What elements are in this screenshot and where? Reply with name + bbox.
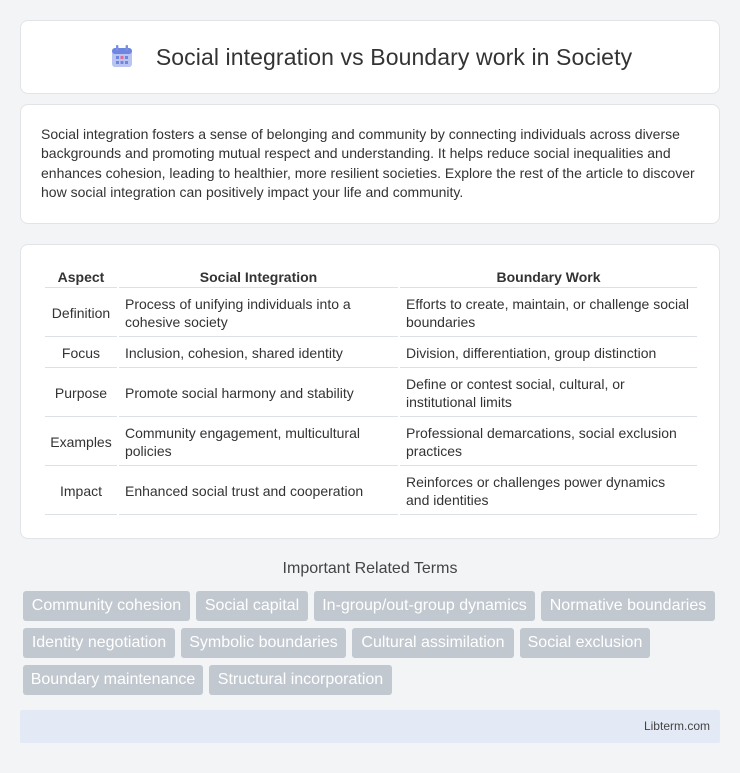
related-term-tag[interactable]: Symbolic boundaries [181, 628, 346, 658]
related-term-tag[interactable]: Identity negotiation [23, 628, 175, 658]
comparison-table [43, 263, 699, 517]
social-integration-cell: Community engagement, multicultural policies [119, 419, 398, 466]
intro-paragraph: Social integration fosters a sense of belonging and community by connecting individuals across diverse backgrounds and promoting mutual respect and understanding. It helps reduce social inequalities and enhances cohesion, leading to healthier, more resilient societies. Explore the rest of the article to discover how social integration can positively impact your life and community. [41, 126, 695, 201]
social-integration-cell: Inclusion, cohesion, shared identity [119, 339, 398, 368]
column-header: Aspect [45, 265, 117, 288]
boundary-work-cell: Define or contest social, cultural, or institutional limits [400, 370, 697, 417]
related-terms-title: Important Related Terms [282, 560, 458, 577]
table-row [45, 468, 697, 515]
related-term-tag[interactable]: Cultural assimilation [352, 628, 514, 658]
title-card [20, 20, 720, 94]
table-row [45, 339, 697, 368]
boundary-work-cell: Division, differentiation, group distinction [400, 339, 697, 368]
table-header-row [45, 265, 697, 288]
footer-site-link[interactable]: Libterm.com [643, 719, 710, 733]
social-integration-cell: Promote social harmony and stability [119, 370, 398, 417]
table-row [45, 370, 697, 417]
related-term-tag[interactable]: Social exclusion [520, 628, 650, 658]
calendar-grid-icon [108, 43, 136, 71]
boundary-work-cell: Reinforces or challenges power dynamics and identities [400, 468, 697, 515]
boundary-work-cell: Efforts to create, maintain, or challenge social boundaries [400, 290, 697, 337]
page-title: Social integration vs Boundary work in Society [155, 43, 633, 70]
comparison-table-card [20, 244, 720, 539]
related-term-tag[interactable]: Social capital [196, 591, 308, 621]
aspect-cell: Focus [45, 339, 117, 368]
social-integration-cell: Process of unifying individuals into a cohesive society [119, 290, 398, 337]
table-row [45, 290, 697, 337]
aspect-cell: Examples [45, 419, 117, 466]
related-term-tag[interactable]: Community cohesion [23, 591, 190, 621]
related-term-tag[interactable]: Normative boundaries [541, 591, 715, 621]
related-term-tag[interactable]: Boundary maintenance [23, 665, 203, 695]
intro-card [20, 104, 720, 224]
aspect-cell: Purpose [45, 370, 117, 417]
aspect-cell: Definition [45, 290, 117, 337]
social-integration-cell: Enhanced social trust and cooperation [119, 468, 398, 515]
footer [20, 710, 720, 743]
table-row [45, 419, 697, 466]
boundary-work-cell: Professional demarcations, social exclusion practices [400, 419, 697, 466]
related-term-tag[interactable]: In-group/out-group dynamics [314, 591, 535, 621]
aspect-cell: Impact [45, 468, 117, 515]
column-header: Social Integration [119, 265, 398, 288]
column-header: Boundary Work [400, 265, 697, 288]
related-term-tag[interactable]: Structural incorporation [209, 665, 392, 695]
